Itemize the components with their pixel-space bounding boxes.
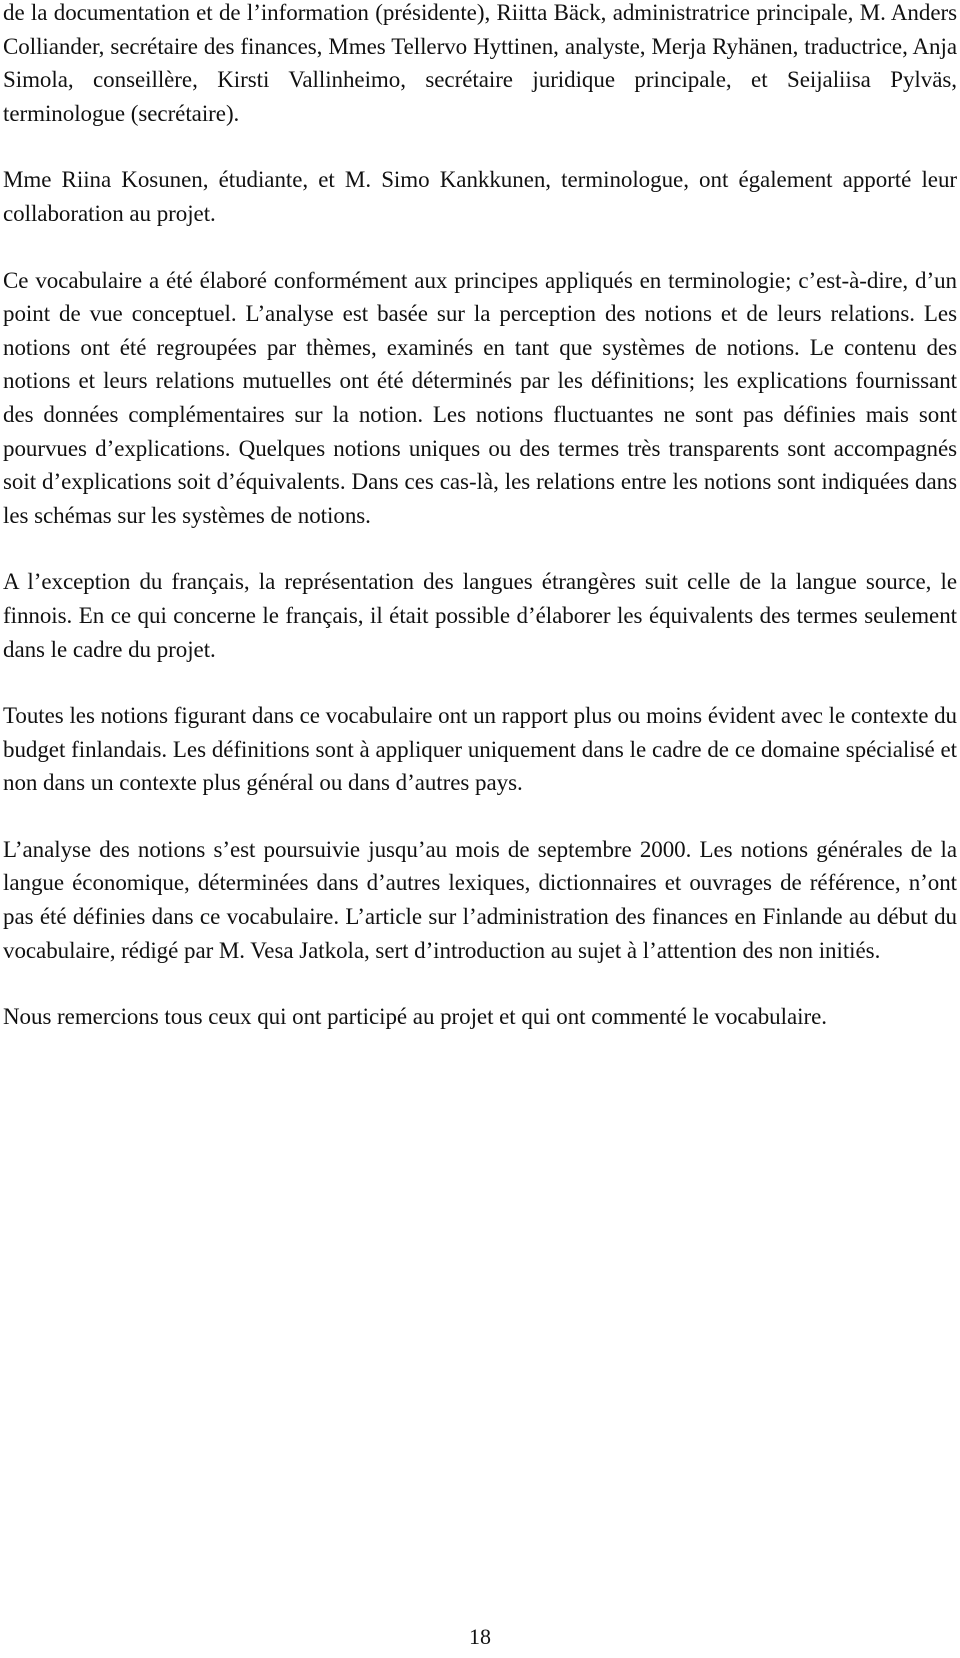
paragraph-committee-members: de la documentation et de l’information (présidente), Riitta Bäck, administratrice principale, M. Anders Colliander, secrétaire des finances, Mmes Tellervo Hyttinen, analyste, Merja Ryhänen, traductrice, Anja Simola, conseillère, Kirsti Vallinheimo, secrétaire juridique principale, et Seijaliisa Pylväs, terminologue (secrétaire). [3,0,957,126]
page-number: 18 [469,1624,491,1649]
body-text [3,0,957,1067]
paragraph-methodology: Ce vocabulaire a été élaboré conformément aux principes appliqués en terminologie; c’est-à-dire, d’un point de vue conceptuel. L’analyse est basée sur la perception des notions et de leurs relations. Les notions ont été regroupées par thèmes, examinés en tant que systèmes de notions. Le contenu des notions et leurs relations mutuelles ont été déterminés par les définitions; les explications fournissant des données complémentaires sur la notion. Les notions fluctuantes ne sont pas définies mais sont pourvues d’explications. Quelques notions uniques ou des termes très transparents sont accompagnés soit d’explications soit d’équivalents. Dans ces cas-là, les relations entre les notions sont indiquées dans les schémas sur les systèmes de notions. [3,267,957,528]
paragraph-collaborators: Mme Riina Kosunen, étudiante, et M. Simo Kankkunen, terminologue, ont également apporté leur collaboration au projet. [3,167,957,226]
paragraph-languages: A l’exception du français, la représentation des langues étrangères suit celle de la langue source, le finnois. En ce qui concerne le français, il était possible d’élaborer les équivalents des termes seulement dans le cadre du projet. [3,569,957,662]
paragraph-analysis-period: L’analyse des notions s’est poursuivie jusqu’au mois de septembre 2000. Les notions générales de la langue économique, déterminées dans d’autres lexiques, dictionnaires et ouvrages de référence, n’ont pas été définies dans ce vocabulaire. L’article sur l’administration des finances en Finlande au début du vocabulaire, rédigé par M. Vesa Jatkola, sert d’introduction au sujet à l’attention des non initiés. [3,836,957,963]
paragraph-acknowledgements: Nous remercions tous ceux qui ont participé au projet et qui ont commenté le vocabulaire. [3,1004,827,1030]
paragraph-scope: Toutes les notions figurant dans ce vocabulaire ont un rapport plus ou moins évident avec le contexte du budget finlandais. Les définitions sont à appliquer uniquement dans le cadre de ce domaine spécialisé et non dans un contexte plus général ou dans d’autres pays. [3,703,957,796]
